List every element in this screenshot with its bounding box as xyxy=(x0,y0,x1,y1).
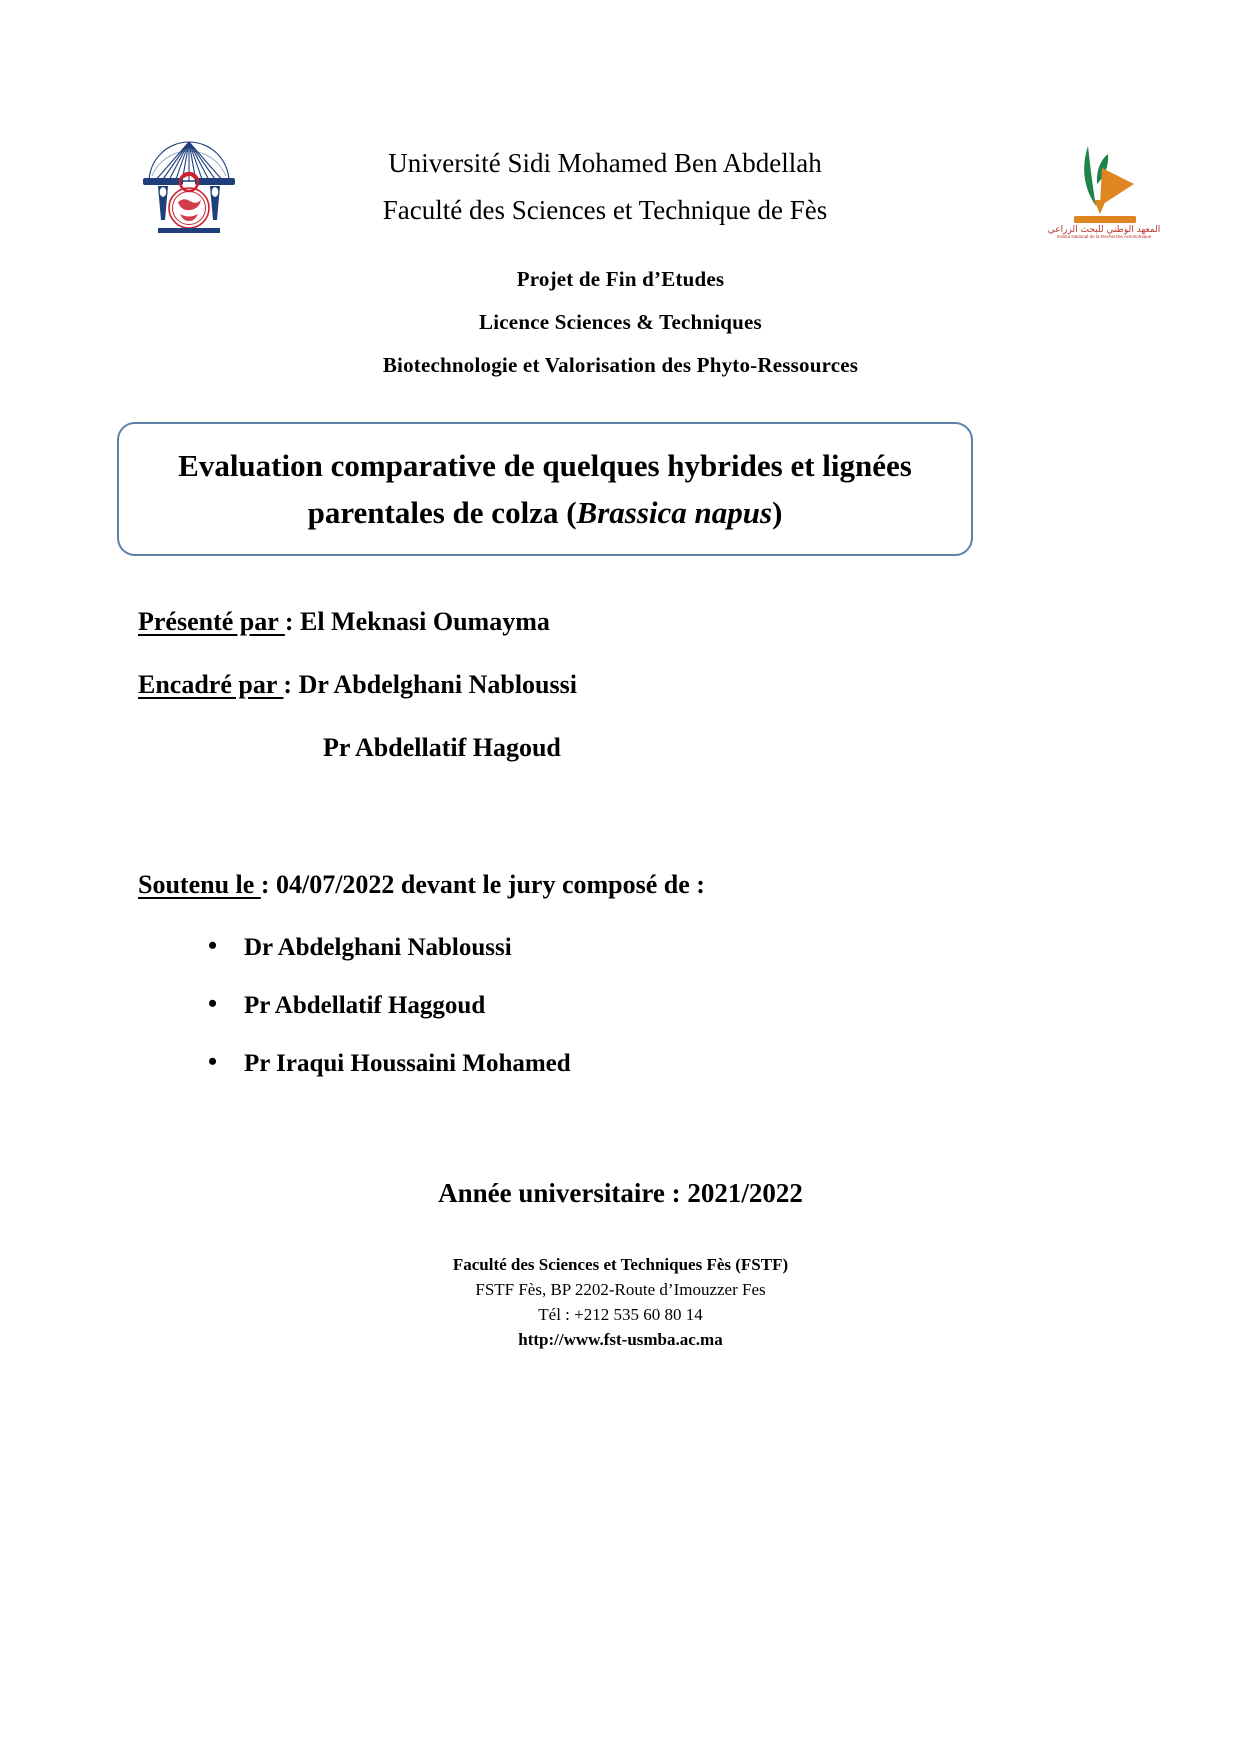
program-block xyxy=(0,258,1241,387)
jury-list xyxy=(138,932,1088,1080)
supervised-by-label: Encadré par xyxy=(138,670,284,699)
thesis-title-box xyxy=(117,422,973,556)
bullet-icon: • xyxy=(208,989,218,1018)
defense-block xyxy=(138,868,1088,1106)
list-item xyxy=(208,932,1088,964)
thesis-title-line2-before: parentales de colza ( xyxy=(307,495,577,530)
usmba-university-emblem-icon xyxy=(130,124,248,234)
species-name: Brassica napus xyxy=(576,495,773,530)
page-header xyxy=(0,118,1241,248)
credits-block xyxy=(138,606,1088,764)
bullet-icon: • xyxy=(208,931,218,960)
bullet-icon: • xyxy=(208,1047,218,1076)
footer-faculty: Faculté des Sciences et Techniques Fès (FSTF) xyxy=(452,1255,789,1274)
page-footer xyxy=(0,1252,1241,1352)
university-name: Université Sidi Mohamed Ben Abdellah xyxy=(388,148,822,178)
list-item xyxy=(208,990,1088,1022)
defense-text: : 04/07/2022 devant le jury composé de : xyxy=(260,870,705,899)
svg-text:Institut National de la Recher: Institut National de la Recherche Agronomique xyxy=(1056,234,1152,238)
presented-by-value: : El Meknasi Oumayma xyxy=(284,607,550,636)
thesis-title-line2-after: ) xyxy=(772,495,783,530)
defense-date-line xyxy=(138,868,1088,902)
header-institution-text xyxy=(300,140,910,234)
program-line-2: Licence Sciences & Techniques xyxy=(479,310,762,334)
footer-website: http://www.fst-usmba.ac.ma xyxy=(518,1330,723,1349)
inra-morocco-logo-icon xyxy=(1030,134,1178,238)
thesis-title-line1: Evaluation comparative de quelques hybrides et lignées xyxy=(178,448,912,483)
list-item xyxy=(208,1048,1088,1080)
presented-by-label: Présenté par xyxy=(138,607,285,636)
jury-member-name: Dr Abdelghani Nabloussi xyxy=(244,934,512,961)
supervised-by-value: : Dr Abdelghani Nabloussi xyxy=(283,670,577,699)
jury-member-name: Pr Iraqui Houssaini Mohamed xyxy=(244,1050,571,1077)
footer-address: FSTF Fès, BP 2202-Route d’Imouzzer Fes xyxy=(475,1280,766,1299)
academic-year: Année universitaire : 2021/2022 xyxy=(438,1178,803,1208)
supervised-by-line xyxy=(138,669,1088,701)
program-line-3: Biotechnologie et Valorisation des Phyto-Ressources xyxy=(382,353,859,377)
presented-by-line xyxy=(138,606,1088,638)
svg-text:المعهد الوطني للبحث الزراعي: المعهد الوطني للبحث الزراعي xyxy=(1047,225,1161,235)
faculty-name: Faculté des Sciences et Technique de Fès xyxy=(382,195,828,225)
program-line-1: Projet de Fin d’Etudes xyxy=(516,267,725,291)
defense-label: Soutenu le xyxy=(138,870,261,899)
footer-phone: Tél : +212 535 60 80 14 xyxy=(538,1305,703,1324)
jury-member-name: Pr Abdellatif Haggoud xyxy=(244,992,486,1019)
thesis-title xyxy=(119,442,971,536)
supervised-by-line-2: Pr Abdellatif Hagoud xyxy=(323,733,561,762)
